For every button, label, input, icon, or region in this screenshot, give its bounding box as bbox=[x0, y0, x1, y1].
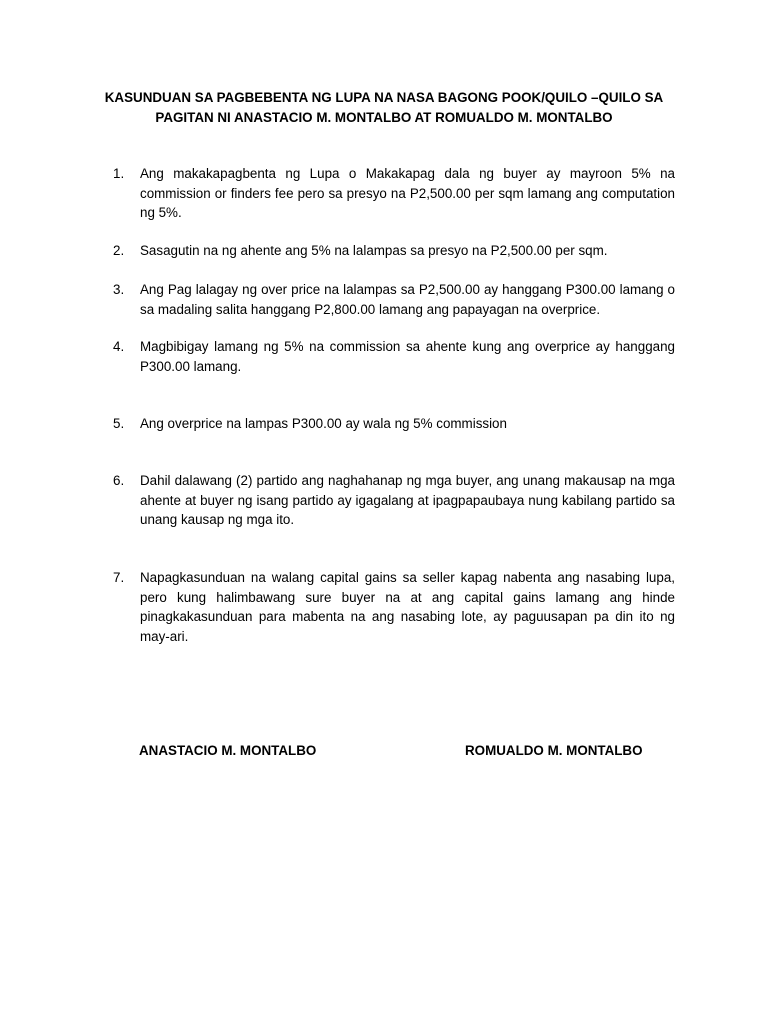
clause-text: Ang overprice na lampas P300.00 ay wala ng 5% commission bbox=[140, 416, 507, 431]
clause-4 bbox=[113, 337, 675, 376]
title-line-2: PAGITAN NI ANASTACIO M. MONTALBO AT ROMUALDO M. MONTALBO bbox=[155, 110, 613, 125]
clause-text: Sasagutin na ng ahente ang 5% na lalampas sa presyo na P2,500.00 per sqm. bbox=[140, 243, 608, 258]
clause-number: 2. bbox=[113, 243, 125, 258]
clause-5 bbox=[113, 414, 675, 434]
signatory-left: ANASTACIO M. MONTALBO bbox=[139, 743, 317, 758]
clause-number: 3. bbox=[113, 282, 125, 297]
clause-text: Dahil dalawang (2) partido ang naghahanap ng mga buyer, ang unang makausap na mga ahente at buyer ng isang partido ay igagalang at ipagpapaubaya nung kabilang partido sa unang kausap ng mga ito. bbox=[140, 473, 675, 527]
clause-text: Napagkasunduan na walang capital gains sa seller kapag nabenta ang nasabing lupa, pero kung halimbawang sure buyer na at ang capital gains lamang ang hinde pinagkakasunduan para mabenta na ang nasabing lote, ay paguusapan pa din ito ng may-ari. bbox=[140, 570, 675, 644]
clause-number: 5. bbox=[113, 416, 125, 431]
clause-6 bbox=[113, 471, 675, 530]
clause-number: 1. bbox=[113, 166, 125, 181]
title-line-1: KASUNDUAN SA PAGBEBENTA NG LUPA NA NASA BAGONG POOK/QUILO –QUILO SA bbox=[104, 90, 664, 105]
clause-7 bbox=[113, 568, 675, 646]
clause-3 bbox=[113, 280, 675, 319]
clause-1 bbox=[113, 164, 675, 223]
clause-number: 6. bbox=[113, 473, 125, 488]
clause-text: Magbibigay lamang ng 5% na commission sa ahente kung ang overprice ay hanggang P300.00 lamang. bbox=[140, 339, 675, 374]
clause-number: 7. bbox=[113, 570, 125, 585]
signatory-right: ROMUALDO M. MONTALBO bbox=[465, 743, 643, 758]
clause-2 bbox=[113, 241, 675, 261]
document-title bbox=[95, 88, 673, 128]
clause-text: Ang makakapagbenta ng Lupa o Makakapag dala ng buyer ay mayroon 5% na commission or finders fee pero sa presyo na P2,500.00 per sqm lamang ang computation ng 5%. bbox=[140, 166, 675, 220]
clause-text: Ang Pag lalagay ng over price na lalampas sa P2,500.00 ay hanggang P300.00 lamang o sa madaling salita hanggang P2,800.00 lamang ang papayagan na overprice. bbox=[140, 282, 675, 317]
clause-number: 4. bbox=[113, 339, 125, 354]
